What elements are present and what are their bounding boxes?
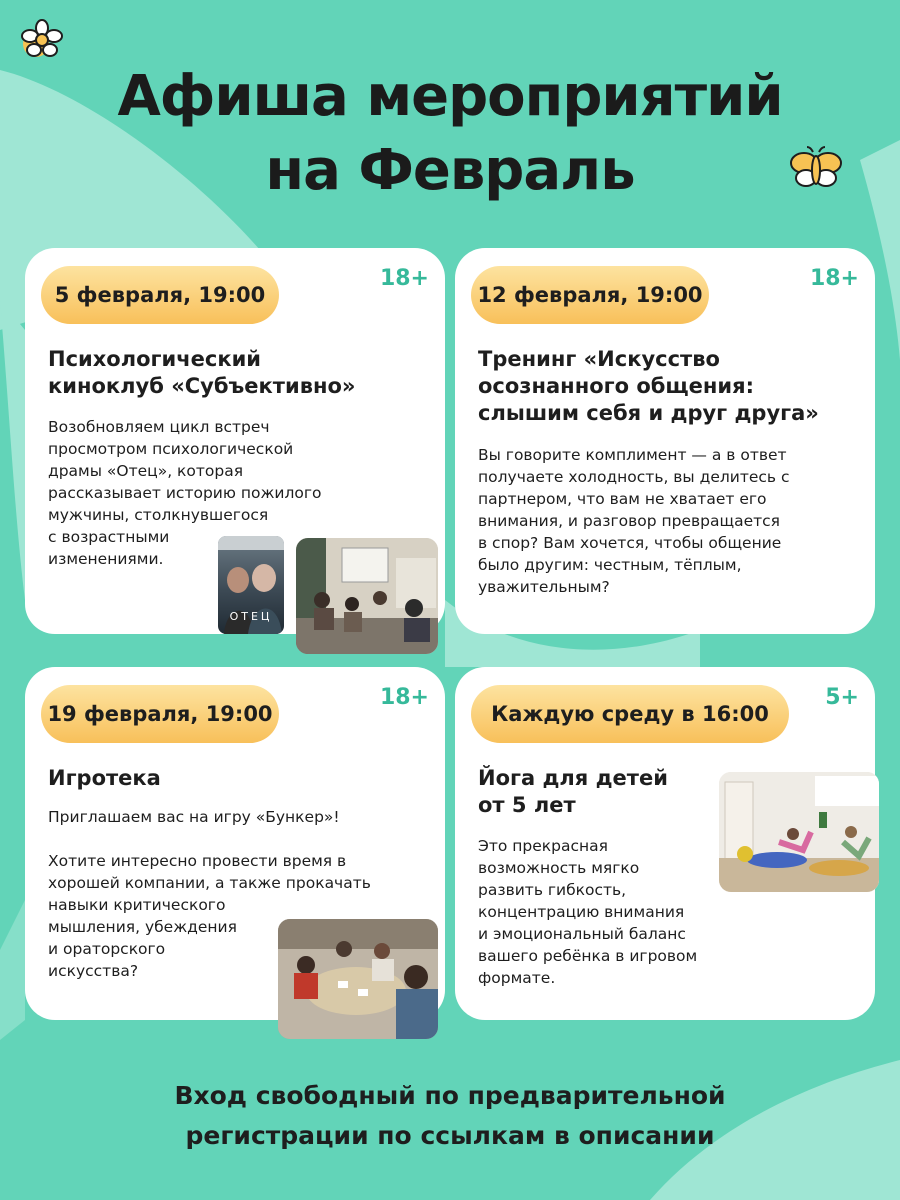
registration-note-line-1: Вход свободный по предварительной (174, 1081, 726, 1110)
description-line: мышления, убеждения (48, 918, 237, 936)
description-spacer (48, 828, 428, 850)
description-line: в спор? Вам хочется, чтобы общение (478, 534, 782, 552)
poster-title (0, 60, 900, 208)
description-line: получаете холодность, вы делитесь с (478, 468, 790, 486)
description-line: навыки критического (48, 896, 226, 914)
kids-yoga-photo (719, 772, 879, 892)
event-title: Психологический киноклуб «Субъективно» (48, 347, 356, 398)
description-line: формате. (478, 969, 556, 987)
description-line: изменениями. (48, 550, 164, 568)
description-line: Хотите интересно провести время в (48, 852, 347, 870)
film-poster-image (218, 536, 284, 634)
event-date-badge: 5 февраля, 19:00 (41, 266, 279, 324)
description-line: Приглашаем вас на игру «Бункер»! (48, 808, 340, 826)
age-rating: 5+ (825, 685, 859, 710)
description-line: мужчины, столкнувшегося (48, 506, 269, 524)
film-club-screening-photo (296, 538, 438, 654)
description-line: хорошей компании, а также прокачать (48, 874, 371, 892)
game-photo-illustration (278, 919, 438, 1039)
description-line: внимания, и разговор превращается (478, 512, 781, 530)
description-line: рассказывает историю пожилого (48, 484, 322, 502)
butterfly-icon (789, 146, 843, 190)
age-rating: 18+ (809, 266, 859, 291)
description-line: драмы «Отец», которая (48, 462, 244, 480)
description-line: партнером, что вам не хватает его (478, 490, 767, 508)
description-line: и ораторского (48, 940, 166, 958)
description-line: и эмоциональный баланс (478, 925, 686, 943)
description-line: Это прекрасная (478, 837, 608, 855)
flower-icon (20, 18, 64, 62)
screening-photo-illustration (296, 538, 438, 654)
game-club-photo (278, 919, 438, 1039)
event-date-badge: 19 февраля, 19:00 (41, 685, 279, 743)
event-date-badge: Каждую среду в 16:00 (471, 685, 789, 743)
description-line: было другим: честным, тёплым, (478, 556, 742, 574)
registration-note-line-2: регистрации по ссылкам в описании (185, 1121, 715, 1150)
description-line: развить гибкость, (478, 881, 627, 899)
yoga-photo-illustration (719, 772, 879, 892)
age-rating: 18+ (379, 685, 429, 710)
event-title: Йога для детей от 5 лет (478, 766, 668, 817)
event-title: Тренинг «Искусство осознанного общения: слышим себя и друг друга» (478, 347, 819, 425)
event-title: Игротека (48, 766, 161, 790)
description-line: уважительным? (478, 578, 610, 596)
description-line: Возобновляем цикл встреч (48, 418, 270, 436)
film-poster-title: ОТЕЦ (229, 610, 273, 623)
description-line: с возрастными (48, 528, 170, 546)
description-line: Вы говорите комплимент — а в ответ (478, 446, 787, 464)
event-card-communication-training (455, 248, 875, 634)
description-line: концентрацию внимания (478, 903, 685, 921)
age-rating: 18+ (379, 266, 429, 291)
description-line: просмотром психологической (48, 440, 294, 458)
description-line: вашего ребёнка в игровом (478, 947, 698, 965)
description-line: искусства? (48, 962, 139, 980)
description-line: возможность мягко (478, 859, 640, 877)
poster-title-line-1: Афиша мероприятий (117, 64, 783, 129)
registration-note (0, 1076, 900, 1156)
poster-title-line-2: на Февраль (265, 138, 635, 203)
event-description (478, 444, 858, 598)
event-date-badge: 12 февраля, 19:00 (471, 266, 709, 324)
